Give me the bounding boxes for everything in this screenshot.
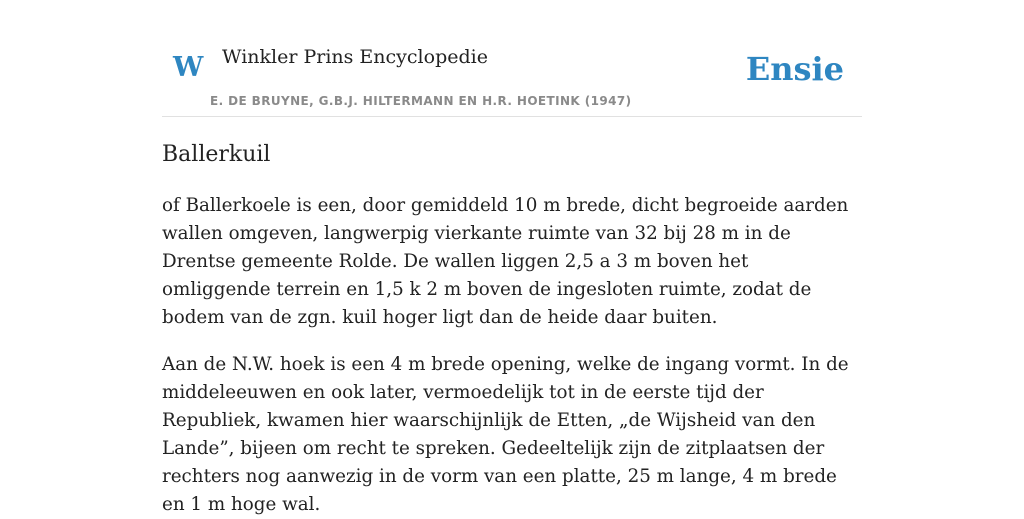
source-title[interactable]: Winkler Prins Encyclopedie [222, 46, 488, 68]
site-header [162, 0, 862, 117]
article-title: Ballerkuil [162, 142, 271, 167]
article [162, 138, 862, 515]
source-authors: E. DE BRUYNE, G.B.J. HILTERMANN EN H.R. HOETINK (1947) [210, 94, 632, 108]
winkler-prins-logo[interactable]: W [173, 52, 204, 83]
article-paragraph-1: of Ballerkoele is een, door gemiddeld 10 m brede, dicht begroeide aarden wallen omgeven, langwerpig vierkante ruimte van 32 bij 28 m in de Drentse gemeente Rolde. De wallen liggen 2,5 a 3 m boven het omliggende terrein en 1,5 k 2 m boven de ingesloten ruimte, zodat de bodem van de zgn. kuil hoger ligt dan de heide daar buiten. [162, 195, 849, 328]
article-paragraph-2: Aan de N.W. hoek is een 4 m brede opening, welke de ingang vormt. In de middeleeuwen en ook later, vermoedelijk tot in de eerste tijd der Republiek, kwamen hier waarschijnlijk de Etten, „de Wijsheid van den Lande”, bijeen om recht te spreken. Gedeeltelijk zijn de zitplaatsen der rechters nog aanwezig in de vorm van een platte, 25 m lange, 4 m brede en 1 m hoge wal. [162, 354, 849, 515]
ensie-logo-link[interactable]: Ensie [745, 50, 844, 88]
